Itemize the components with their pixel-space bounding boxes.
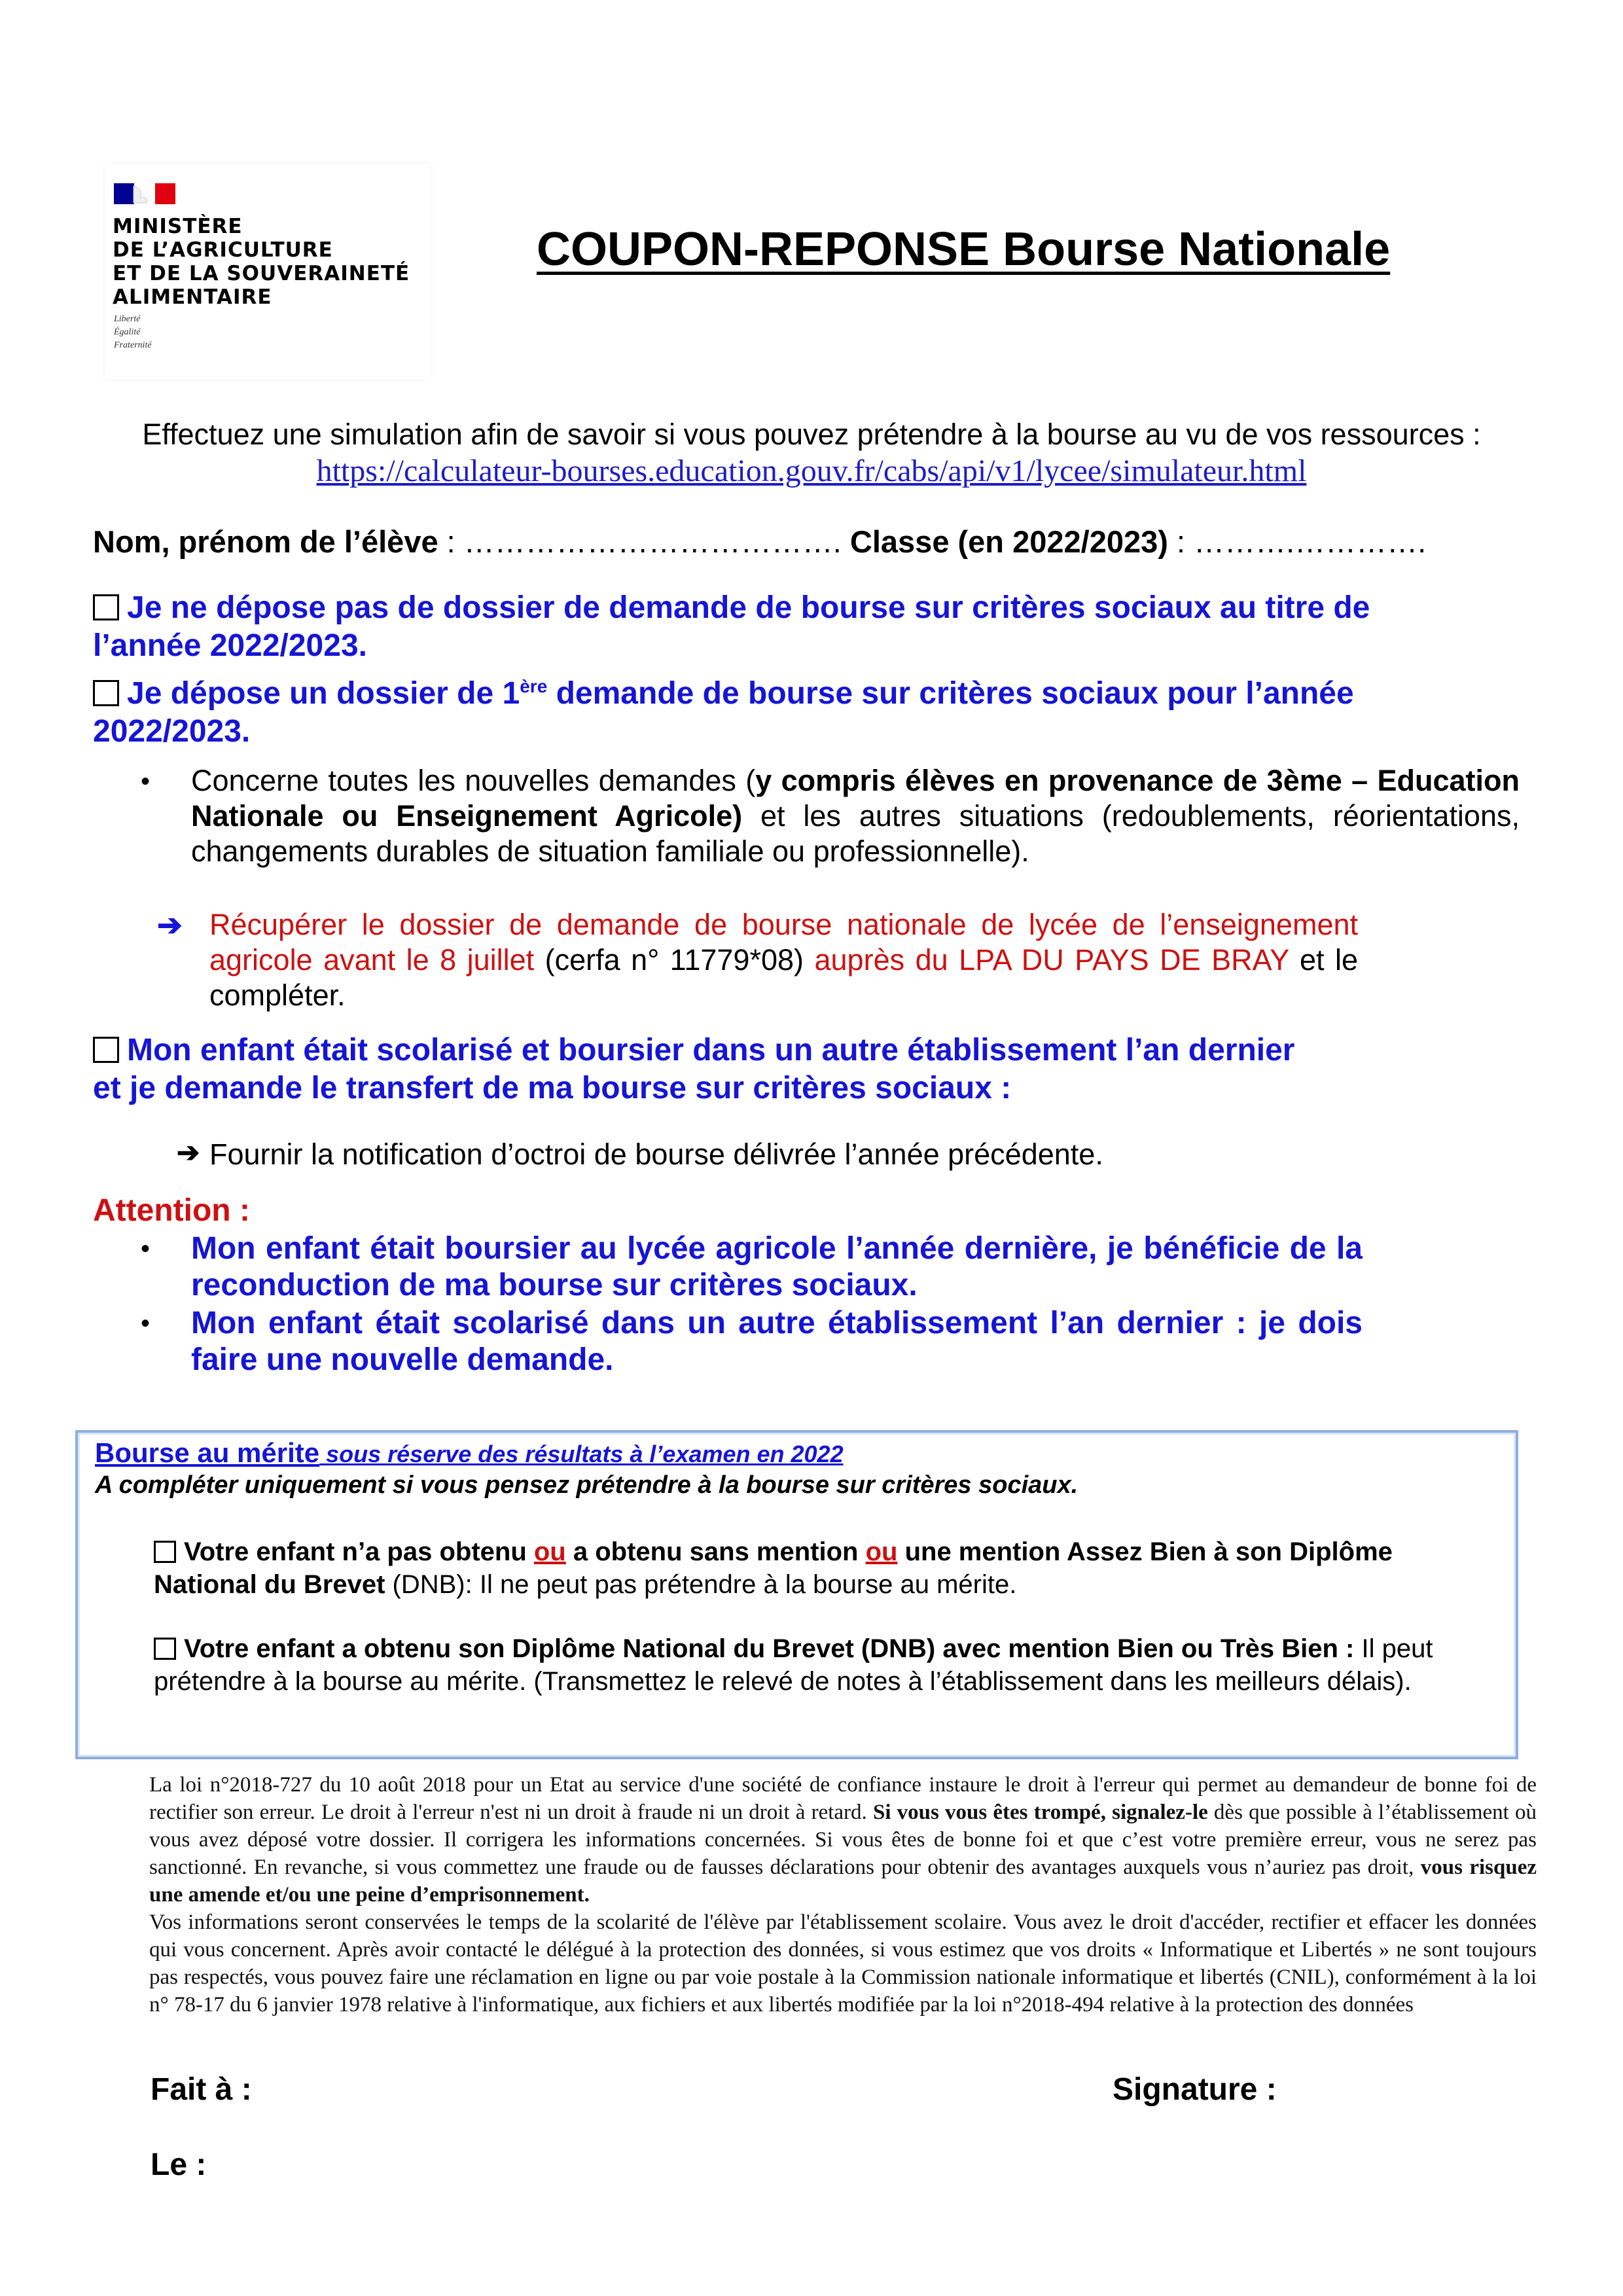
merit-o1-d: (DNB): Il ne peut pas prétendre à la bourse au mérite.	[385, 1570, 1017, 1599]
merit-option-1	[154, 1535, 1482, 1601]
concerne-paragraph	[191, 763, 1520, 869]
option-no-application-line1: Je ne dépose pas de dossier de demande de bourse sur critères sociaux au titre de	[127, 590, 1370, 625]
ministry-name: MINISTÈRE DE L’AGRICULTURE ET DE LA SOUVERAINETÉ ALIMENTAIRE	[113, 215, 410, 309]
attention-item-2: Mon enfant était scolarisé dans un autre établissement l’an dernier : je dois faire une nouvelle demande.	[191, 1306, 1363, 1377]
merit-heading-row	[95, 1437, 844, 1469]
merit-subheading: A compléter uniquement si vous pensez prétendre à la bourse sur critères sociaux.	[95, 1471, 1079, 1499]
option-no-application	[93, 589, 1370, 665]
bullet-icon: •	[141, 767, 151, 796]
transfer-note: Fournir la notification d’octroi de bourse délivrée l’année précédente.	[209, 1138, 1103, 1171]
fait-a-label: Fait à :	[151, 2072, 252, 2107]
option-no-application-line2: l’année 2022/2023.	[93, 628, 367, 663]
arrow-right-icon: ➔	[157, 908, 183, 942]
bullet-icon: •	[141, 1309, 151, 1338]
legal-text-2: dès que possible à l’établissement où vous avez déposé votre dossier. Il corrigera les informations concernées. Si vous êtes de bonne foi et que c’est votre première erreur, vous ne serez pas sanctionné. En revanche, si vous commettez une fraude ou de fausses déclarations pour obtenir des avantages auxquels vous n’auriez pas droit,	[149, 1801, 1537, 1879]
recup-red-2: auprès du LPA DU PAYS DE BRAY	[814, 943, 1289, 977]
checkbox-merit-yes[interactable]	[154, 1638, 176, 1660]
checkbox-merit-no[interactable]	[154, 1541, 176, 1563]
legal-bold-1: Si vous vous êtes trompé, signalez-le	[872, 1801, 1208, 1824]
option-transfer	[93, 1031, 1294, 1107]
simulation-link[interactable]: https://calculateur-bourses.education.gouv.fr/cabs/api/v1/lycee/simulateur.html	[316, 454, 1307, 488]
legal-notice	[149, 1771, 1537, 2018]
legal-bold-2: vous risquez une amende et/ou une peine d’emprisonnement.	[149, 1856, 1537, 1907]
merit-o2-b: Il peut prétendre à la bourse au mérite. (Transmettez le relevé de notes à l’établissement dans les meilleurs délais).	[154, 1634, 1433, 1696]
recup-cerfa: (cerfa n° 11779*08)	[534, 943, 815, 977]
arrow-right-icon: ➔	[177, 1137, 200, 1168]
merit-o1-c: une mention Assez Bien à son Diplôme National du Brevet	[154, 1537, 1393, 1599]
merit-o1-ou-1: ou	[533, 1537, 566, 1566]
concerne-text-2: et les autres situations (redoublements, réorientations, changements durables de situation familiale ou professionnelle).	[191, 799, 1520, 868]
legal-text-3: Vos informations seront conservées le temps de la scolarité de l'élève par l'établissement scolaire. Vous avez le droit d'accéder, rectifier et effacer les données qui vous concernent. Après avoir contacté le délégué à la protection des données, si vous estimez que vos droits « Informatique et Libertés » ne sont toujours pas respectés, vous pouvez faire une réclamation en ligne ou par voie postale à la Commission nationale informatique et libertés (CNIL), conformément à la loi n° 78-17 du 6 janvier 1978 relative à l'informatique, aux fichiers et aux libertés modifiée par la loi n°2018-494 relative à la protection des données	[149, 1910, 1537, 2017]
signature-label: Signature :	[1113, 2072, 1277, 2107]
ministry-logo	[105, 164, 431, 380]
simulation-text: Effectuez une simulation afin de savoir si vous pouvez prétendre à la bourse au vu de vos ressources :	[142, 418, 1481, 451]
marianne-flag-icon	[114, 183, 175, 204]
option-first-application-post: demande de bourse sur critères sociaux pour l’année	[547, 676, 1354, 711]
recup-paragraph	[209, 907, 1358, 1013]
name-field[interactable]: : ……………………………….	[438, 524, 850, 559]
checkbox-no-application[interactable]	[93, 594, 119, 620]
option-transfer-line2: et je demande le transfert de ma bourse sur critères sociaux :	[93, 1071, 1012, 1105]
attention-item-1: Mon enfant était boursier au lycée agricole l’année dernière, je bénéficie de la reconduction de ma bourse sur critères sociaux.	[191, 1231, 1363, 1302]
merit-o1-ou-2: ou	[865, 1537, 898, 1566]
page-title: COUPON-REPONSE Bourse Nationale	[537, 223, 1391, 276]
concerne-text-1: Concerne toutes les nouvelles demandes (	[191, 764, 756, 797]
checkbox-transfer[interactable]	[93, 1037, 119, 1063]
recup-red-1: Récupérer le dossier de demande de bourse nationale de lycée de l’enseignement agricole avant le 8 juillet	[209, 908, 1358, 977]
option-transfer-line1: Mon enfant était scolarisé et boursier dans un autre établissement l’an dernier	[127, 1033, 1295, 1067]
concerne-bold: y compris élèves en provenance de 3ème – Education Nationale ou Enseignement Agricole)	[191, 764, 1520, 833]
merit-o2-a: Votre enfant a obtenu son Diplôme National du Brevet (DNB) avec mention Bien ou Très Bien :	[184, 1634, 1355, 1663]
merit-o1-a: Votre enfant n’a pas obtenu	[184, 1537, 534, 1566]
attention-label: Attention :	[93, 1193, 250, 1228]
merit-heading-note: sous réserve des résultats à l’examen en 2022	[319, 1441, 844, 1467]
class-field[interactable]: : ……….………….	[1168, 524, 1427, 559]
legal-text-1: La loi n°2018-727 du 10 août 2018 pour un Etat au service d'une société de confiance instaure le droit à l'erreur qui permet au demandeur de bonne foi de rectifier son erreur. Le droit à l'erreur n'est ni un droit à fraude ni un droit à retard.	[149, 1773, 1537, 1824]
merit-option-2	[154, 1632, 1482, 1698]
checkbox-first-application[interactable]	[93, 680, 119, 706]
option-first-application-line2: 2022/2023.	[93, 714, 251, 749]
option-first-application	[93, 668, 1354, 751]
bullet-icon: •	[141, 1234, 151, 1263]
superscript-ere: ère	[520, 676, 548, 696]
merit-heading: Bourse au mérite	[95, 1437, 320, 1468]
student-identity-line	[93, 524, 1426, 560]
republic-motto: Liberté Égalité Fraternité	[114, 314, 152, 350]
option-first-application-pre: Je dépose un dossier de 1	[127, 676, 520, 711]
merit-o1-b: a obtenu sans mention	[565, 1537, 866, 1566]
class-label: Classe (en 2022/2023)	[849, 524, 1168, 559]
recup-black-2: et le compléter.	[209, 943, 1359, 1012]
date-label: Le :	[151, 2147, 207, 2182]
name-label: Nom, prénom de l’élève	[93, 524, 438, 559]
